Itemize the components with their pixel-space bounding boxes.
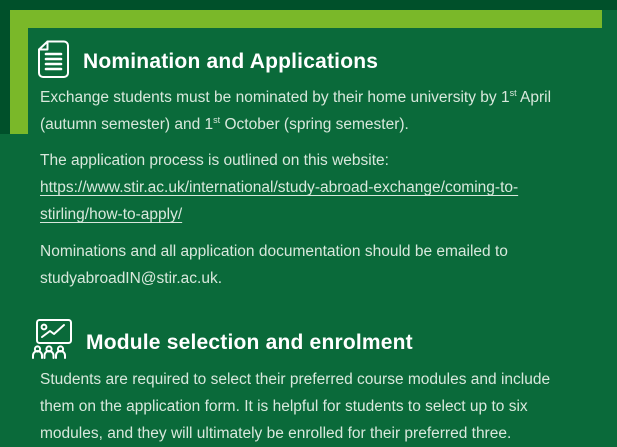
paragraph-line: (autumn semester) and 1st October (spring semester). <box>40 115 409 133</box>
nomination-deadline-paragraph <box>40 84 592 138</box>
section-module-header <box>30 318 413 368</box>
top-dark-border <box>0 0 617 10</box>
accent-bar-vertical <box>10 28 28 134</box>
section-title-module: Module selection and enrolment <box>86 331 413 354</box>
accent-bar-horizontal <box>10 10 602 28</box>
paragraph-line: modules, and they will ultimately be enrolled for their preferred three. <box>40 425 512 442</box>
how-to-apply-link-line-2[interactable]: stirling/how-to-apply/ <box>40 206 183 223</box>
presentation-audience-icon <box>30 318 73 368</box>
left-dark-border <box>0 0 10 134</box>
paragraph-line: Exchange students must be nominated by their home university by 1st April <box>40 88 552 106</box>
email-address-text: studyabroadIN@stir.ac.uk. <box>40 270 223 287</box>
how-to-apply-link-line-1[interactable]: https://www.stir.ac.uk/international/study-abroad-exchange/coming-to- <box>40 179 519 196</box>
paragraph-line: The application process is outlined on this website: <box>40 152 389 169</box>
section-title-nomination: Nomination and Applications <box>83 50 379 73</box>
application-process-paragraph <box>40 147 592 228</box>
nominations-email-paragraph <box>40 238 592 292</box>
section-nomination-header <box>37 40 378 84</box>
document-list-icon <box>37 40 70 84</box>
superscript-st: st <box>509 88 517 98</box>
paragraph-line: Nominations and all application documentation should be emailed to <box>40 243 508 260</box>
module-selection-paragraph <box>40 366 592 447</box>
paragraph-line: them on the application form. It is helpful for students to select up to six <box>40 398 528 415</box>
superscript-st: st <box>213 115 221 125</box>
paragraph-line: Students are required to select their preferred course modules and include <box>40 371 551 388</box>
